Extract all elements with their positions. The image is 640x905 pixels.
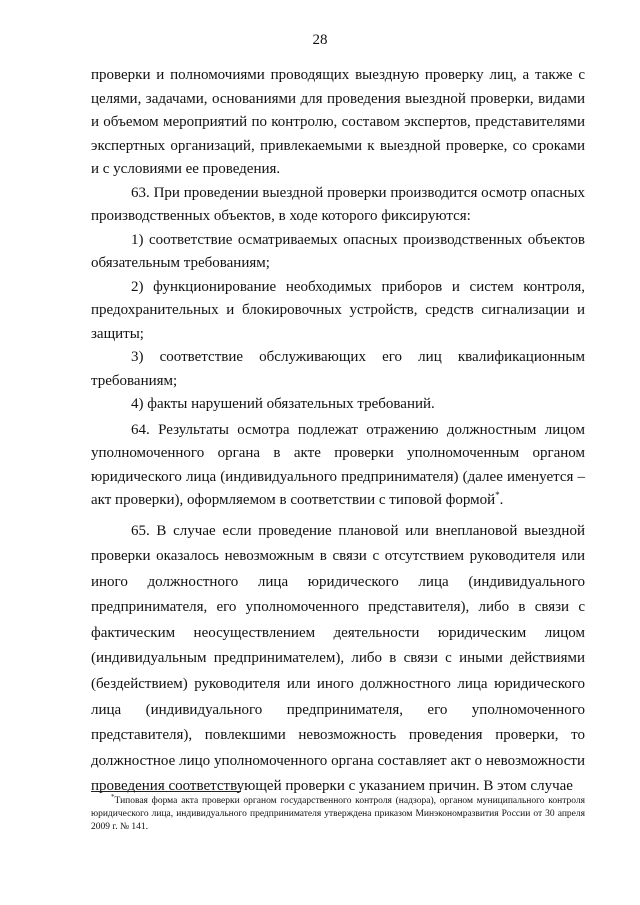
body-text: [91, 64, 585, 800]
paragraph-63-item-1: 1) соответствие осматриваемых опасных производственных объектов обязательным требованиям;: [91, 231, 585, 271]
footnote-marker: *: [111, 793, 115, 801]
paragraph-continuation: проверки и полномочиями проводящих выездную проверку лиц, а также с целями, задачами, основаниями для проведения выездной проверки, видами и объемом мероприятий по контролю, составом экспертов, представителями экспертных организаций, привлекаемыми к выездной проверке, со сроками и с условиями ее проведения.: [91, 67, 585, 177]
paragraph-65: 65. В случае если проведение плановой или внеплановой выездной проверки оказалось невозможным в связи с отсутствием руководителя или иного должностного лица юридического лица (индивидуального предпринимателя, его уполномоченного представителя), либо в связи с фактическим неосуществлением деятельности юридическим лицом (индивидуальным предпринимателем), либо в связи с иными действиями (бездействием) руководителя или иного должностного лица юридического лица (индивидуального предпринимателя, его уполномоченного представителя), повлекшими невозможность проведения проверки, то должностное лицо уполномоченного органа составляет акт о невозможности проведения соответствующей проверки с указанием причин. В этом случае: [91, 522, 585, 795]
paragraph-63-item-3: 3) соответствие обслуживающих его лиц квалификационным требованиям;: [91, 349, 585, 389]
footnote: [91, 795, 585, 834]
paragraph-63-item-2: 2) функционирование необходимых приборов и систем контроля, предохранительных и блокировочных устройств, средств сигнализации и защиты;: [91, 278, 585, 342]
paragraph-64-text: 64. Результаты осмотра подлежат отражению должностным лицом уполномоченного органа в акте проверки уполномоченным органом юридического лица (индивидуального предпринимателя) (далее именуется – акт проверки), оформляемом в соответствии с типовой формой: [91, 421, 585, 508]
footnote-text: Типовая форма акта проверки органом государственного контроля (надзора), органом муниципального контроля юридического лица, индивидуального предпринимателя утверждена приказом Минэкономразвития России от 30 апреля 2009 г. № 141.: [91, 796, 585, 832]
footnote-reference: *: [495, 490, 500, 500]
paragraph-64-end: .: [499, 492, 504, 508]
paragraph-63-item-4: 4) факты нарушений обязательных требований.: [131, 396, 435, 412]
page-number: 28: [312, 32, 328, 48]
footnote-divider: [91, 791, 241, 792]
paragraph-63: 63. При проведении выездной проверки производится осмотр опасных производственных объектов, в ходе которого фиксируются:: [91, 184, 585, 224]
paragraph-64: [91, 419, 585, 513]
